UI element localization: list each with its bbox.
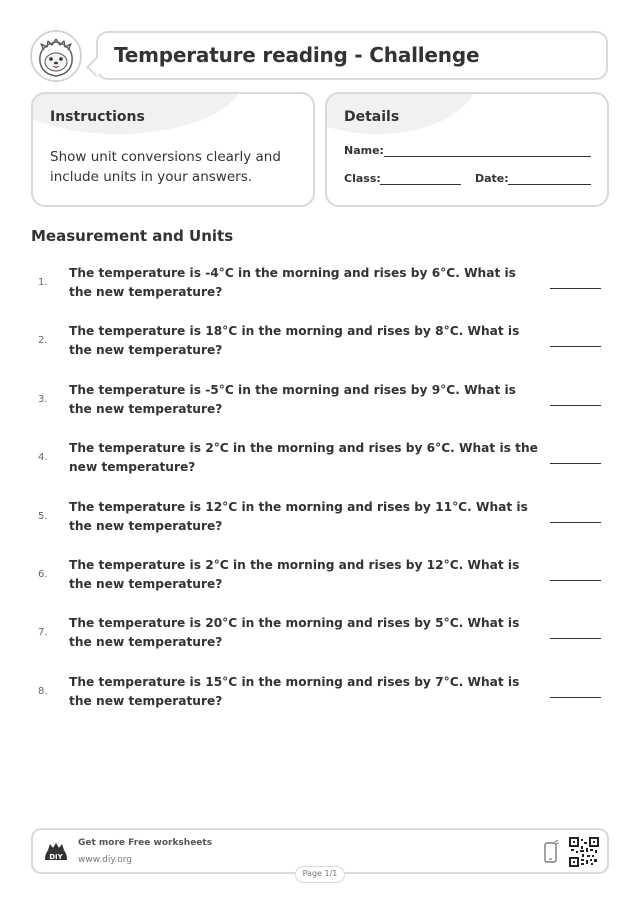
answer-field[interactable]: [550, 580, 601, 581]
svg-text:DIY: DIY: [49, 853, 63, 861]
question-item: [0, 322, 640, 362]
title-banner: [96, 31, 608, 80]
question-text: The temperature is 20°C in the morning and rises by 5°C. What is the new temperature?: [69, 616, 520, 649]
question-item: [0, 556, 640, 596]
answer-field[interactable]: [550, 405, 601, 406]
question-number: 7.: [38, 627, 48, 638]
question-text: The temperature is -4°C in the morning and rises by 6°C. What is the new temperature?: [69, 266, 516, 299]
class-label: Class:: [344, 172, 381, 185]
instructions-panel: [31, 92, 315, 207]
answer-field[interactable]: [550, 697, 601, 698]
answer-field[interactable]: [550, 463, 601, 464]
question-number: 8.: [38, 686, 48, 697]
question-item: [0, 439, 640, 479]
details-heading: Details: [344, 109, 400, 125]
question-number: 3.: [38, 394, 48, 405]
qr-code-icon[interactable]: [569, 837, 599, 867]
answer-field[interactable]: [550, 522, 601, 523]
instructions-heading: Instructions: [50, 109, 145, 125]
question-text: The temperature is -5°C in the morning and rises by 9°C. What is the new temperature?: [69, 383, 516, 416]
date-field[interactable]: [508, 184, 591, 185]
question-number: 2.: [38, 335, 48, 346]
question-number: 6.: [38, 569, 48, 580]
date-label: Date:: [475, 172, 509, 185]
diy-logo-icon[interactable]: [43, 840, 69, 866]
question-number: 4.: [38, 452, 48, 463]
page-title: Temperature reading - Challenge: [114, 43, 480, 67]
instructions-text: Show unit conversions clearly and include units in your answers.: [50, 149, 281, 185]
name-label: Name:: [344, 144, 384, 157]
question-item: [0, 381, 640, 421]
name-field[interactable]: [384, 156, 591, 157]
question-item: [0, 614, 640, 654]
details-panel: [325, 92, 609, 207]
question-text: The temperature is 15°C in the morning and rises by 7°C. What is the new temperature?: [69, 675, 520, 708]
question-text: The temperature is 2°C in the morning and rises by 12°C. What is the new temperature?: [69, 558, 520, 591]
mascot-face-icon: [32, 32, 80, 80]
answer-field[interactable]: [550, 346, 601, 347]
question-item: [0, 264, 640, 304]
question-number: 5.: [38, 511, 48, 522]
phone-icon: [543, 840, 559, 864]
page-indicator: Page 1/1: [295, 866, 345, 883]
section-title: Measurement and Units: [31, 227, 234, 245]
class-field[interactable]: [380, 184, 461, 185]
question-item: [0, 673, 640, 713]
question-text: The temperature is 2°C in the morning and rises by 6°C. What is the new temperature?: [69, 441, 538, 474]
mascot-avatar: [30, 30, 82, 82]
question-text: The temperature is 18°C in the morning and rises by 8°C. What is the new temperature?: [69, 324, 520, 357]
question-text: The temperature is 12°C in the morning and rises by 11°C. What is the new temperature?: [69, 500, 528, 533]
question-item: [0, 498, 640, 538]
answer-field[interactable]: [550, 638, 601, 639]
answer-field[interactable]: [550, 288, 601, 289]
footer-tagline: Get more Free worksheets: [78, 838, 213, 848]
footer-link[interactable]: www.diy.org: [78, 855, 132, 865]
question-number: 1.: [38, 277, 48, 288]
